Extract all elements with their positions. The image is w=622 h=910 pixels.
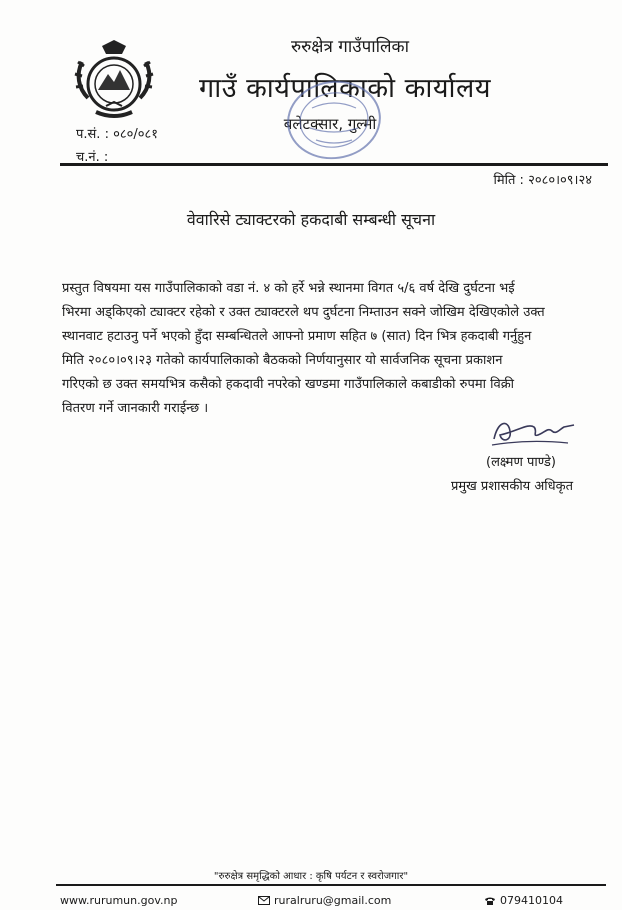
office-address: बलेटक्सार, गुल्मी [283, 115, 377, 133]
signatory-name: (लक्ष्मण पाण्डे) [486, 455, 556, 470]
signatory-title: प्रमुख प्रशासकीय अधिकृत [451, 479, 574, 494]
footer-website: www.rurumun.gov.np [60, 894, 178, 907]
dispatch-number: च.नं. : [76, 150, 109, 165]
footer-motto: "रुरुक्षेत्र समृद्धिको आधार : कृषि पर्यटन र स्वरोजगार" [213, 871, 409, 882]
office-name: गाउँ कार्यपालिकाको कार्यालय [199, 73, 491, 104]
office-stamp-icon [282, 68, 386, 172]
notice-date: मिति : २०८०।०९।२४ [493, 173, 592, 188]
nepal-emblem-icon [68, 36, 160, 122]
footer-email-text: ruralruru@gmail.com [274, 894, 392, 907]
footer-phone-text: 079410104 [500, 894, 563, 907]
footer-email [258, 894, 391, 907]
footer-phone [484, 894, 563, 907]
envelope-icon [258, 896, 270, 905]
reference-number: प.सं. : ०८०/०८१ [76, 127, 159, 142]
body-line: स्थानवाट हटाउनु पर्ने भएको हुँदा सम्बन्धितले आफ्नो प्रमाण सहित ७ (सात) दिन भित्र हकदाबी गर्नुहुन [62, 329, 532, 344]
body-line: भिरमा अड्किएको ट्याक्टर रहेको र उक्त ट्याक्टरले थप दुर्घटना निम्ताउन सक्ने जोखिम देखिएकोले उक्त [62, 305, 545, 320]
header-divider [60, 163, 608, 166]
handwritten-signature-icon [488, 413, 580, 451]
body-line: प्रस्तुत विषयमा यस गाउँपालिकाको वडा नं. ४ को हर्रे भन्ने स्थानमा विगत ५/६ वर्ष देखि दुर्घटना भई [62, 281, 515, 296]
body-line: वितरण गर्ने जानकारी गराईन्छ । [62, 401, 209, 416]
notice-subject: वेवारिसे ट्याक्टरको हकदाबी सम्बन्धी सूचना [186, 210, 436, 229]
notice-body [62, 277, 592, 421]
footer-divider [56, 884, 606, 886]
municipality-name: रुरुक्षेत्र गाउँपालिका [290, 37, 410, 57]
body-line: गरिएको छ उक्त समयभित्र कसैको हकदावी नपरेको खण्डमा गाउँपालिकाले कबाडीको रुपमा विक्री [62, 377, 515, 392]
telephone-icon [484, 896, 496, 906]
body-line: मिति २०८०।०९।२३ गतेको कार्यपालिकाको बैठकको निर्णयानुसार यो सार्वजनिक सूचना प्रकाशन [62, 353, 503, 368]
